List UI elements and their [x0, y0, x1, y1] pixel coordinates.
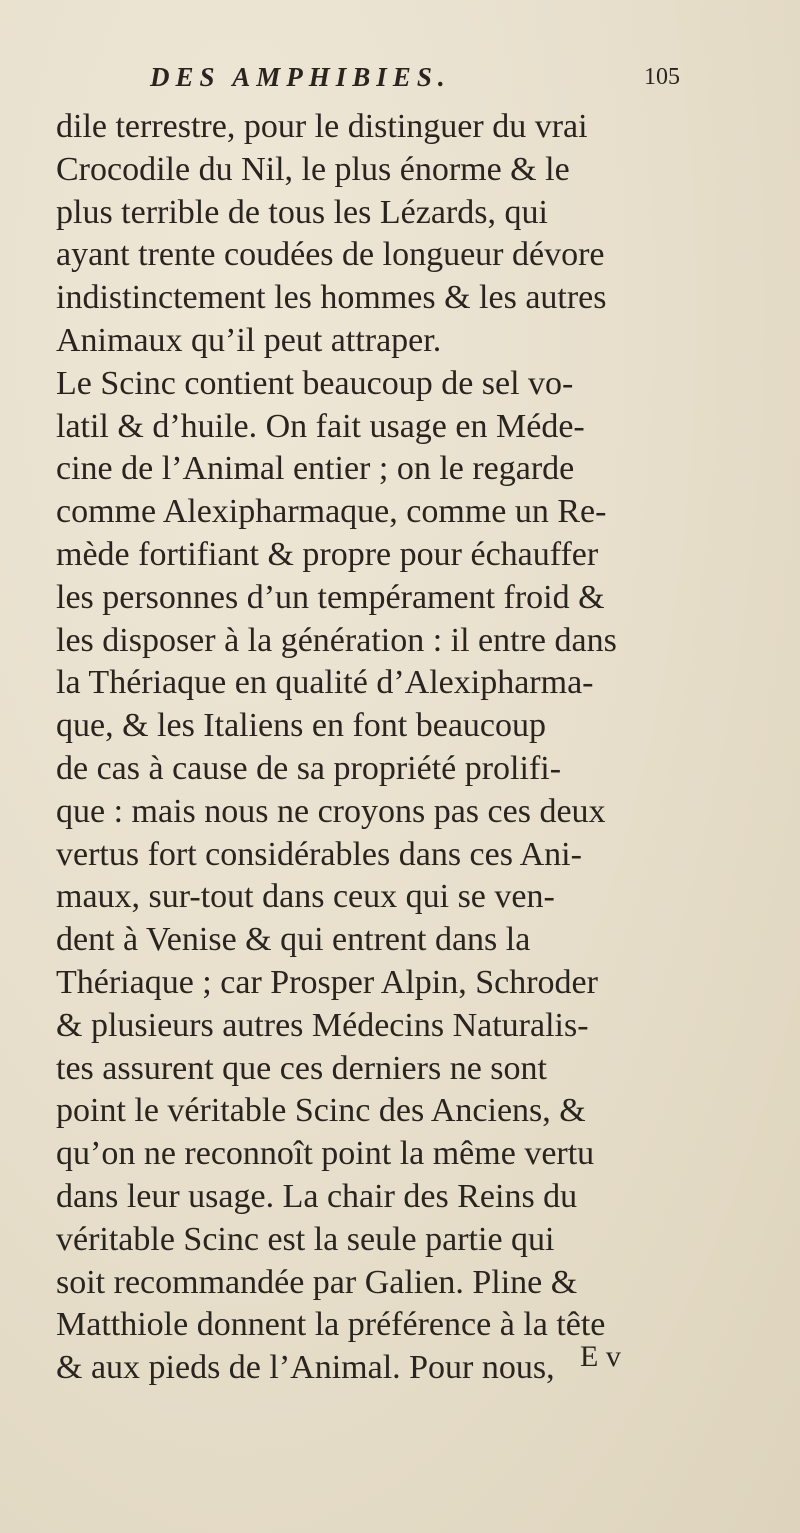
text-line: cine de l’Animal entier ; on le regarde	[56, 450, 575, 488]
page-header	[150, 62, 680, 106]
text-line: comme Alexipharmaque, comme un Re-	[56, 493, 607, 531]
text-line: plus terrible de tous les Lézards, qui	[56, 193, 548, 231]
text-line: soit recommandée par Galien. Pline &	[56, 1263, 578, 1301]
text-line: vertus fort considérables dans ces Ani-	[56, 835, 582, 873]
text-line: point le véritable Scinc des Anciens, &	[56, 1092, 586, 1130]
text-line: Le Scinc contient beaucoup de sel vo-	[56, 364, 574, 402]
text-line: & aux pieds de l’Animal. Pour nous,	[56, 1349, 555, 1387]
text-line: dile terrestre, pour le distinguer du vrai	[56, 108, 588, 145]
text-line: les disposer à la génération : il entre dans	[56, 621, 617, 659]
text-line: Crocodile du Nil, le plus énorme & le	[56, 150, 570, 188]
text-line: de cas à cause de sa propriété prolifi-	[56, 749, 562, 787]
text-line: les personnes d’un tempérament froid &	[56, 578, 605, 616]
text-line: Animaux qu’il peut attraper.	[56, 321, 442, 359]
text-line: ayant trente coudées de longueur dévore	[56, 236, 605, 274]
text-line: latil & d’huile. On fait usage en Méde-	[56, 407, 585, 445]
text-line: tes assurent que ces derniers ne sont	[56, 1049, 547, 1087]
text-line: indistinctement les hommes & les autres	[56, 279, 607, 317]
text-line: que, & les Italiens en font beaucoup	[56, 707, 547, 745]
text-line: la Thériaque en qualité d’Alexipharma-	[56, 664, 594, 702]
text-line: véritable Scinc est la seule partie qui	[56, 1220, 555, 1258]
text-line: maux, sur-tout dans ceux qui se ven-	[56, 878, 555, 916]
body-text	[56, 106, 656, 1390]
text-line: que : mais nous ne croyons pas ces deux	[56, 792, 606, 830]
text-line: dans leur usage. La chair des Reins du	[56, 1177, 578, 1215]
text-line: & plusieurs autres Médecins Naturalis-	[56, 1006, 589, 1044]
text-line: qu’on ne reconnoît point la même vertu	[56, 1135, 595, 1173]
text-line: Thériaque ; car Prosper Alpin, Schroder	[56, 963, 598, 1001]
page-number: 105	[644, 64, 680, 90]
text-line: mède fortifiant & propre pour échauffer	[56, 535, 599, 573]
text-line: dent à Venise & qui entrent dans la	[56, 921, 531, 959]
text-line: Matthiole donnent la préférence à la tête	[56, 1306, 606, 1344]
running-head: DES AMPHIBIES.	[150, 62, 451, 92]
signature-mark: E v	[580, 1340, 621, 1373]
